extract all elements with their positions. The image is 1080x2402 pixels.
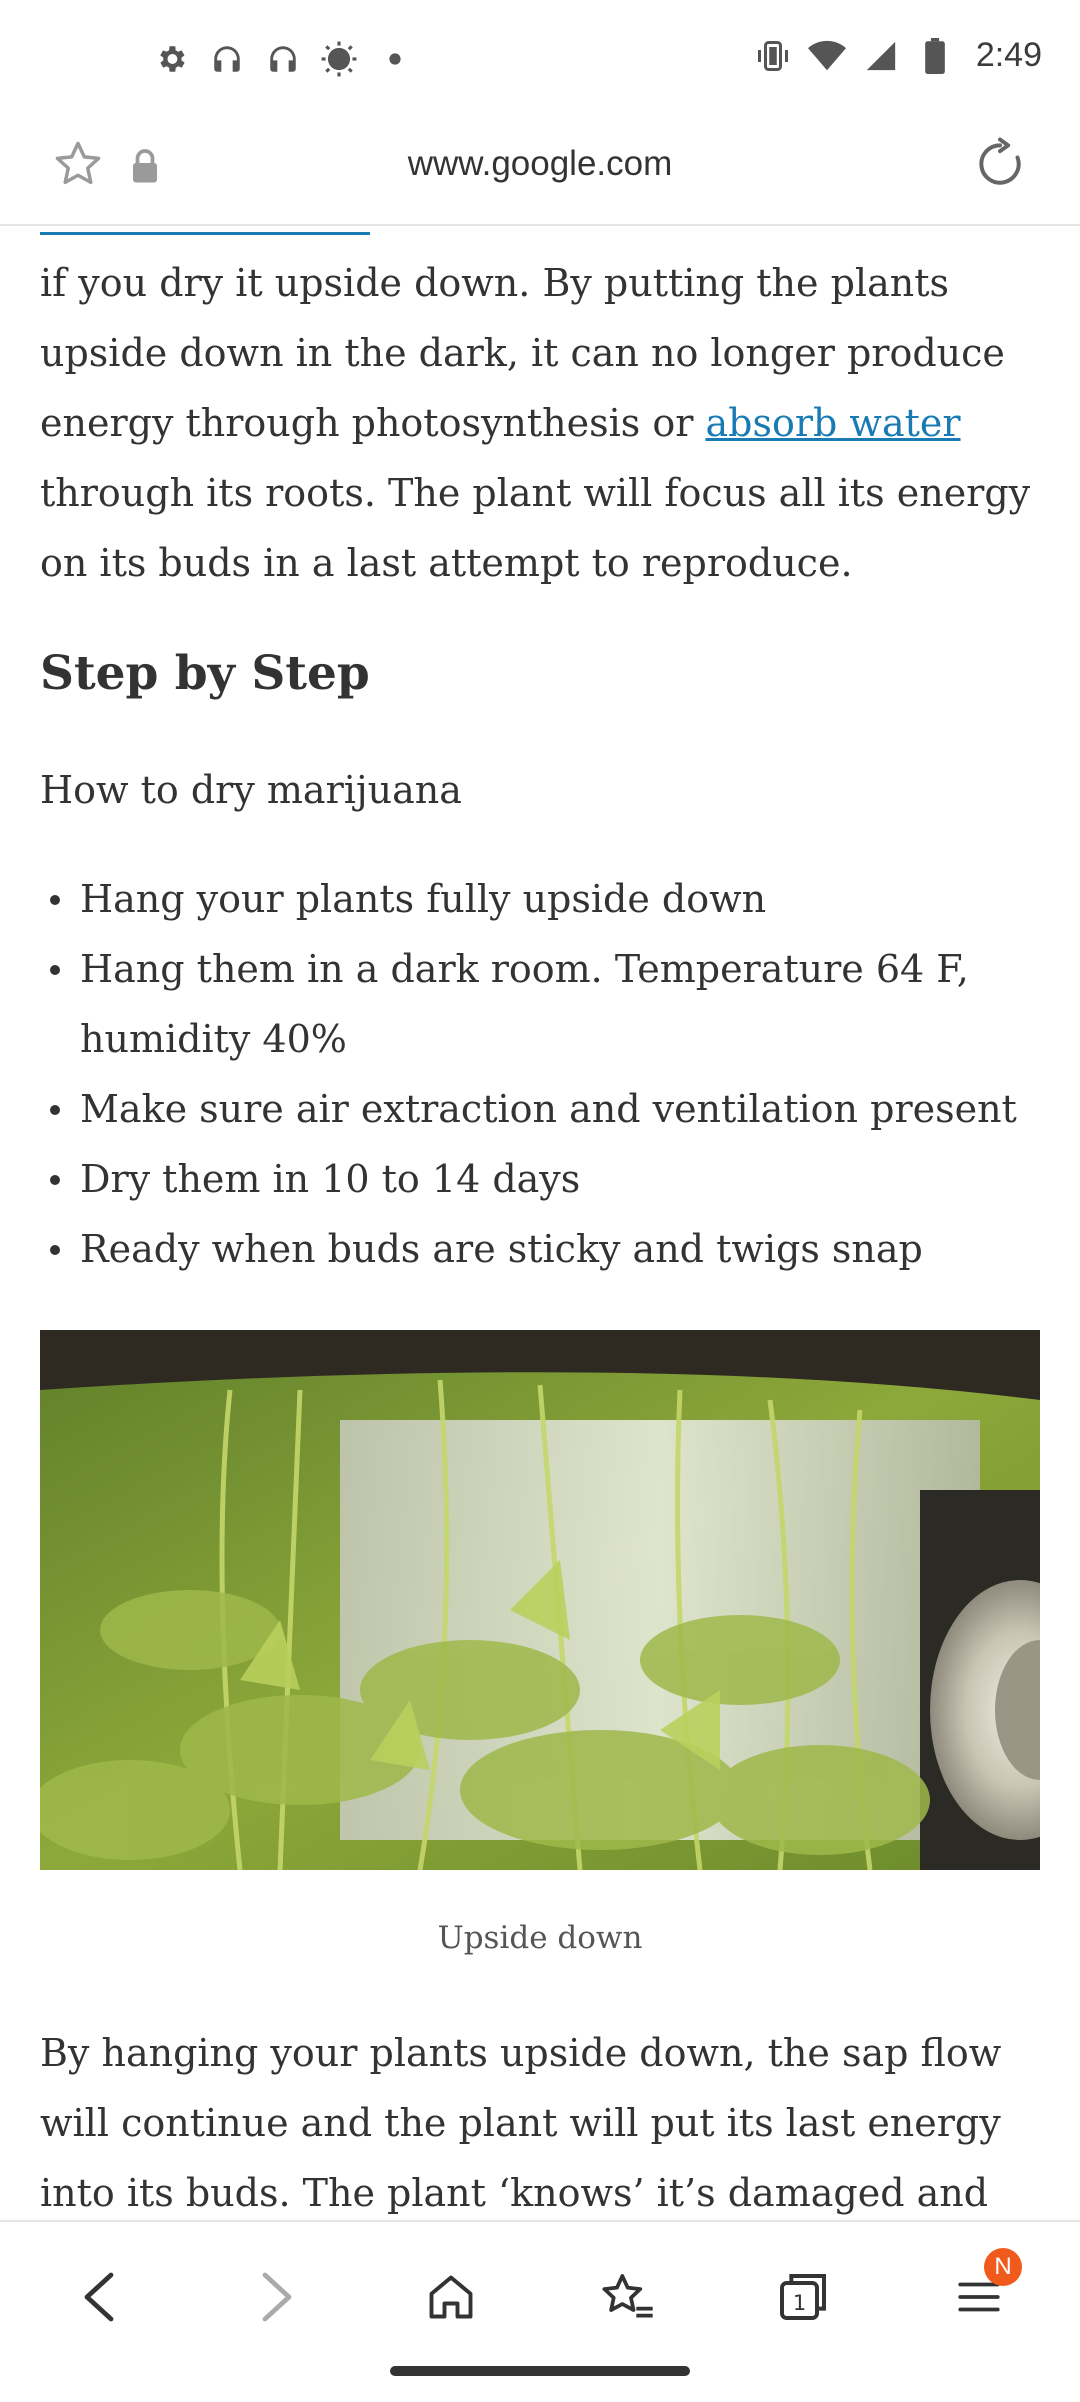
tabs-icon (775, 2269, 831, 2325)
battery-icon (916, 37, 954, 75)
reload-icon[interactable] (972, 136, 1028, 192)
status-left-icons (152, 40, 414, 78)
list-item: Ready when buds are sticky and twigs snap (40, 1214, 1040, 1284)
home-icon (425, 2271, 477, 2323)
bookmarks-button[interactable] (592, 2262, 662, 2332)
chevron-left-icon (79, 2271, 119, 2323)
list-item: Make sure air extraction and ventilation present (40, 1074, 1040, 1144)
image-caption: Upside down (437, 1920, 643, 1956)
chevron-right-icon (257, 2271, 297, 2323)
menu-button[interactable] (944, 2253, 1014, 2332)
article-paragraph (40, 248, 1040, 598)
sun-icon (320, 40, 358, 78)
headphones-icon (264, 40, 302, 78)
absorb-water-link[interactable]: absorb water (705, 401, 961, 445)
vibrate-icon (754, 37, 792, 75)
notification-badge: N (984, 2248, 1022, 2286)
back-button[interactable] (64, 2262, 134, 2332)
bookmarks-star-list-icon (599, 2269, 655, 2325)
section-heading: Step by Step (40, 646, 370, 701)
home-button[interactable] (416, 2262, 486, 2332)
section-lead: How to dry marijuana (40, 768, 462, 812)
list-item: Dry them in 10 to 14 days (40, 1144, 1040, 1214)
dot-icon (376, 40, 414, 78)
partial-link-underline (40, 224, 370, 235)
headphones-icon (208, 40, 246, 78)
browser-url-bar (0, 120, 1080, 226)
status-bar (0, 0, 1080, 120)
settings-icon (152, 40, 190, 78)
clock-time: 2:49 (975, 36, 1042, 74)
wifi-icon (808, 37, 846, 75)
home-gesture-bar[interactable] (390, 2366, 690, 2376)
list-item: Hang them in a dark room. Temperature 64 F, humidity 40% (40, 934, 1040, 1074)
list-item: Hang your plants fully upside down (40, 864, 1040, 934)
paragraph-text: if you dry it upside down. By putting the plants upside down in the dark, it can no longer produce energy through photosynthesis or (40, 261, 1005, 445)
forward-button[interactable] (242, 2262, 312, 2332)
drying-plants-photo (40, 1330, 1040, 1870)
tabs-button[interactable] (768, 2262, 838, 2332)
article-content (40, 224, 1040, 2220)
paragraph-text: through its roots. The plant will focus all its energy on its buds in a last attempt to reproduce. (40, 471, 1031, 585)
signal-icon (862, 37, 900, 75)
status-right-icons (754, 36, 1042, 75)
tabs-count: 1 (792, 2290, 807, 2315)
url-address[interactable]: www.google.com (407, 144, 673, 183)
article-paragraph: By hanging your plants upside down, the sap flow will continue and the plant will put its last energy into its buds. The plant ‘knows’ it’s damaged and (40, 2031, 1002, 2215)
steps-list (40, 864, 1040, 1284)
